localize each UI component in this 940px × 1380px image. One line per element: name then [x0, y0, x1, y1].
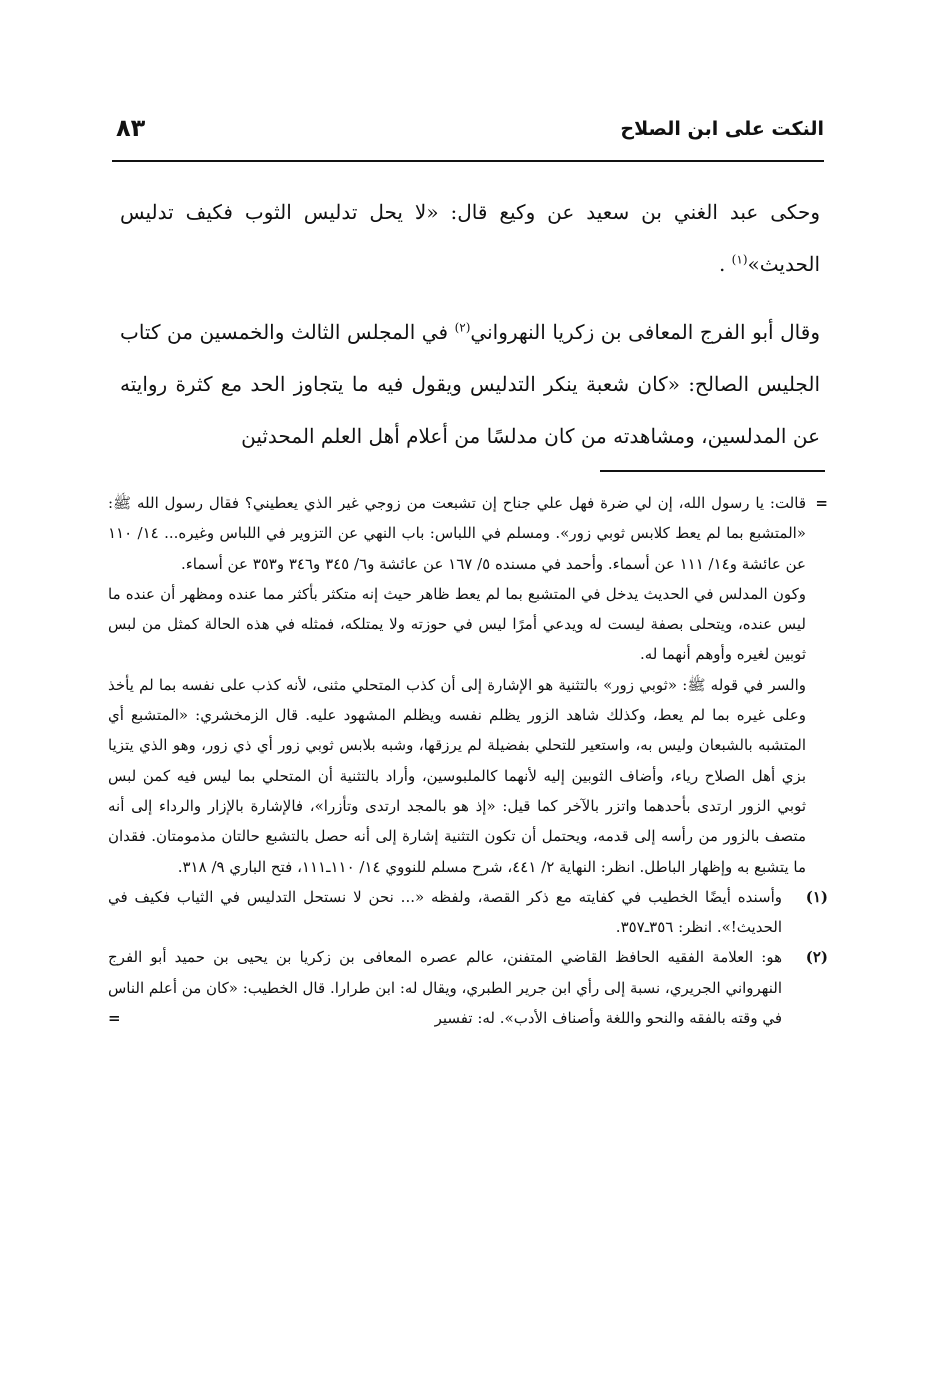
main-text [120, 186, 820, 462]
footnote-2-text: هو: العلامة الفقيه الحافظ القاضي المتفنن، عالم عصره المعافى بن زكريا بن يحيى بن حميد أبو الفرج النهرواني الجريري، نسبة إلى رأي ابن جرير الطبري، ويقال له: ابن طرارا. قال الخطيب: «كان من أعلم الناس في وقته بالفقه والنحو واللغة وأصناف الأدب». له: تفسير [108, 948, 782, 1028]
footnote-2-continues-marker: = [108, 1009, 121, 1028]
footnote-1-marker: (١) [805, 887, 828, 906]
footnote-ref-1: (١) [731, 252, 748, 267]
running-title: النكت على ابن الصلاح [620, 118, 824, 140]
header-rule [112, 160, 824, 162]
continuation-paragraph-2: وكون المدلس في الحديث يدخل في المتشبع بما لم يعط ظاهر حيث إنه متكثر بأكثر مما عنده ومظهر أن عنده ما ليس عنده، ويتحلى بصفة ليست له ويدعي أمرًا ليس في حوزته ولا يمتلكه، فمثله في هذه الحالة كمثل من لبس ثوبين لغيره وأوهم أنهما له. [108, 584, 806, 664]
footnote-2-marker: (٢) [805, 948, 828, 967]
footnote-separator [600, 470, 825, 472]
footnotes [108, 488, 828, 1033]
footnote-ref-2: (٢) [454, 320, 471, 335]
paragraph-2-text-a: وقال أبو الفرج المعافى بن زكريا النهرواني [470, 320, 820, 344]
footnote-continuation [108, 488, 828, 882]
footnote-2 [108, 942, 828, 1033]
footnote-1 [108, 882, 828, 943]
page-number: ٨٣ [116, 114, 146, 142]
paragraph-1 [120, 186, 820, 290]
continuation-marker: = [815, 494, 828, 512]
paragraph-1-end: . [718, 252, 732, 276]
continuation-paragraph-3: والسر في قوله ﷺ: «ثوبي زور» بالتثنية هو الإشارة إلى أن كذب المتحلي مثنى، لأنه كذب على نفسه بما لم يأخذ وعلى غيره بما لم يعط، وكذلك شاهد الزور يظلم نفسه ويظلم المشهود عليه. قال الزمخشري: «المتشبع أي المتشبه بالشبعان وليس به، واستعير للتحلي بفضيلة لم يرزقها، وشبه بلابس ثوبي زور أي ذي زور، وهو الذي يتزيا بزي أهل الصلاح رياء، وأضاف الثوبين إليه لأنهما كالملبوسين، وأراد بالتثنية أن المتحلي بما ليس فيه كمن لبس ثوبي الزور ارتدى بأحدهما واتزر بالآخر كما قيل: «إذ هو بالمجد ارتدى وتأزرا»، فالإشارة بالإزار والرداء إلى أنه متصف بالزور من رأسه إلى قدمه، ويحتمل أن تكون التثنية إشارة إلى أنه حصل بالتشبع حالتان مذمومتان. فقدان ما يتشبع به وإظهار الباطل. انظر: النهاية ٢/ ٤٤١، شرح مسلم للنووي ١٤/ ١١٠ـ١١١، فتح الباري ٩/ ٣١٨. [108, 675, 806, 876]
footnote-1-text: وأسنده أيضًا الخطيب في كفايته مع ذكر القصة، ولفظه «... نحن لا نستحل التدليس في الثياب فكيف في الحديث!». انظر: ٣٥٦ـ٣٥٧. [108, 887, 782, 937]
page-header [112, 112, 824, 156]
paragraph-2 [120, 306, 820, 462]
continuation-paragraph-1: قالت: يا رسول الله، إن لي ضرة فهل علي جناح إن تشبعت من زوجي غير الذي يعطيني؟ فقال رسول الله ﷺ: «المتشبع بما لم يعط كلابس ثوبي زور». ومسلم في اللباس: باب النهي عن التزوير في اللباس وغيره... ١٤/ ١١٠ عن عائشة و١٤/ ١١١ عن أسماء. وأحمد في مسنده ٥/ ١٦٧ عن عائشة و٦/ ٣٤٥ و٣٤٦ و٣٥٣ عن أسماء. [108, 494, 806, 573]
paragraph-1-text: وحكى عبد الغني بن سعيد عن وكيع قال: «لا يحل تدليس الثوب فكيف تدليس الحديث» [120, 200, 820, 276]
paragraph-2-text-b: في المجلس الثالث والخمسين من كتاب الجليس الصالح: «كان شعبة ينكر التدليس ويقول فيه ما يتجاوز الحد مع كثرة روايته عن المدلسين، ومشاهدته من كان مدلسًا من أعلام أهل العلم المحدثين [120, 320, 820, 448]
